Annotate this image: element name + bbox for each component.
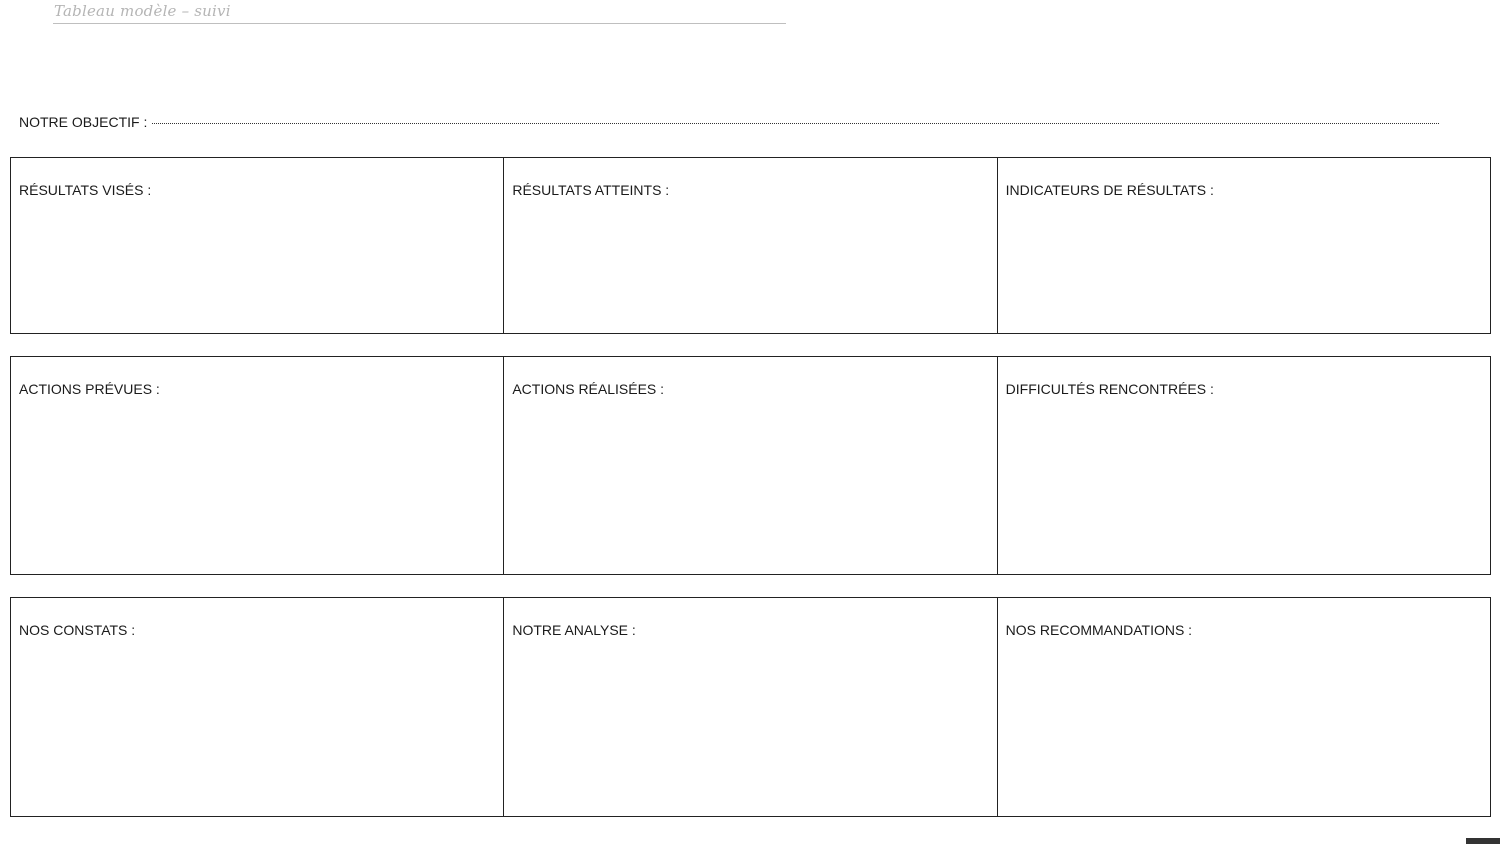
cell-achieved-results[interactable] — [503, 158, 996, 333]
cell-label: DIFFICULTÉS RENCONTRÉES : — [1005, 381, 1214, 397]
header-divider — [53, 23, 786, 24]
objective-label: NOTRE OBJECTIF : — [19, 114, 148, 130]
cell-label: NOS RECOMMANDATIONS : — [1005, 622, 1193, 638]
cell-label: RÉSULTATS ATTEINTS : — [512, 182, 670, 198]
document-header-title: Tableau modèle – suivi — [54, 2, 231, 20]
cell-label: NOTRE ANALYSE : — [512, 622, 636, 638]
cell-recommendations[interactable] — [997, 598, 1490, 816]
cell-result-indicators[interactable] — [997, 158, 1490, 333]
actions-table — [10, 356, 1491, 575]
cell-completed-actions[interactable] — [503, 357, 996, 574]
cell-label: INDICATEURS DE RÉSULTATS : — [1005, 182, 1214, 198]
cell-difficulties[interactable] — [997, 357, 1490, 574]
cell-label: NOS CONSTATS : — [19, 622, 136, 638]
cell-planned-actions[interactable] — [11, 357, 503, 574]
objective-fill-dots[interactable] — [152, 123, 1439, 124]
cell-analysis[interactable] — [503, 598, 996, 816]
cell-label: ACTIONS RÉALISÉES : — [512, 381, 665, 397]
cell-target-results[interactable] — [11, 158, 503, 333]
cell-label: ACTIONS PRÉVUES : — [19, 381, 160, 397]
cell-findings[interactable] — [11, 598, 503, 816]
analysis-table — [10, 597, 1491, 817]
results-table — [10, 157, 1491, 334]
cell-label: RÉSULTATS VISÉS : — [19, 182, 152, 198]
objective-line — [19, 114, 1439, 130]
page-corner-mark — [1466, 838, 1500, 844]
